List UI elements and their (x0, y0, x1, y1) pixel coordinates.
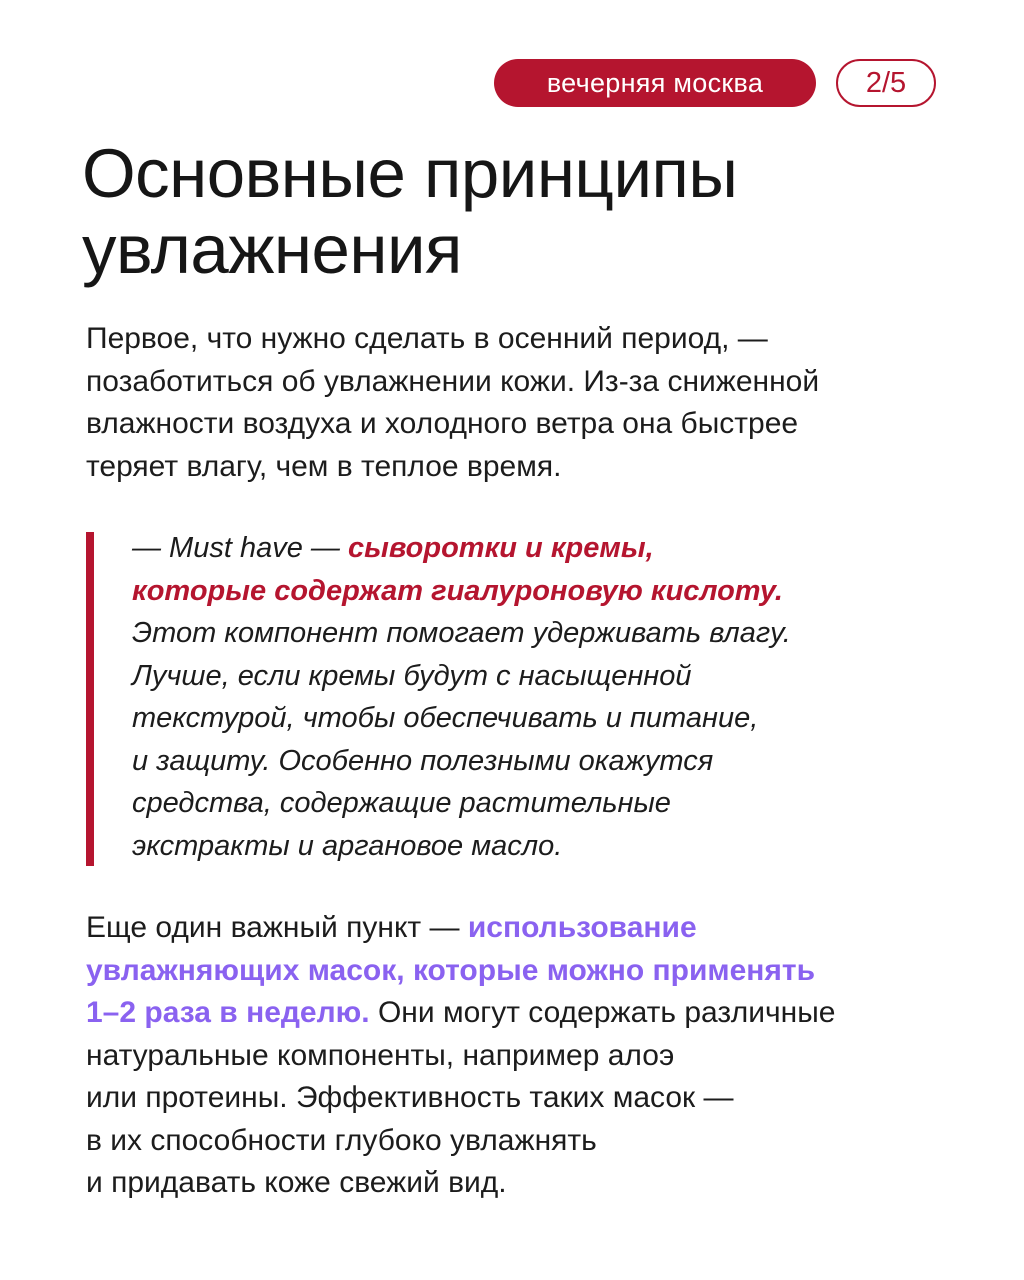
closing-highlight: использование (467, 911, 697, 944)
closing-lead: Еще один важный пункт — (86, 911, 468, 944)
closing-line: или протеины. Эффективность таких масок — (86, 1081, 734, 1114)
intro-paragraph (86, 318, 966, 488)
quote-accent-bar (86, 532, 94, 866)
closing-highlight: увлажняющих масок, которые можно применять (86, 953, 816, 987)
closing-line: в их способности глубоко увлажнять (86, 1123, 597, 1157)
page-counter: 2/5 (836, 59, 936, 107)
quote-line: экстракты и аргановое масло. (132, 829, 563, 862)
closing-line: Они могут содержать различные (369, 996, 836, 1029)
quote-highlight: которые содержат гиалуроновую кислоту. (132, 574, 783, 607)
quote-line: Лучше, если кремы будут с насыщенной (132, 659, 692, 692)
closing-paragraph (86, 907, 966, 1205)
quote-line: текстурой, чтобы обеспечивать и питание, (132, 702, 759, 734)
quote-lead: — Must have — (132, 532, 348, 564)
intro-line: позаботиться об увлажнении кожи. Из-за сниженной (86, 364, 820, 398)
expert-quote (132, 527, 952, 867)
brand-badge: вечерняя москва (494, 59, 816, 107)
page-title-line: увлажнения (82, 211, 462, 288)
intro-line: Первое, что нужно сделать в осенний период, — (86, 322, 768, 355)
closing-highlight: 1–2 раза в неделю. (86, 996, 370, 1029)
intro-line: влажности воздуха и холодного ветра она быстрее (86, 407, 799, 440)
page-title-line: Основные принципы (82, 135, 738, 212)
quote-line: средства, содержащие растительные (132, 787, 671, 819)
quote-line: Этот компонент помогает удерживать влагу. (132, 617, 791, 649)
closing-line: натуральные компоненты, например алоэ (86, 1038, 675, 1072)
quote-line: и защиту. Особенно полезными окажутся (132, 744, 714, 777)
page-title (82, 136, 962, 288)
closing-line: и придавать коже свежий вид. (86, 1166, 507, 1199)
intro-line: теряет влагу, чем в теплое время. (86, 449, 562, 483)
quote-highlight: сыворотки и кремы, (347, 532, 654, 564)
